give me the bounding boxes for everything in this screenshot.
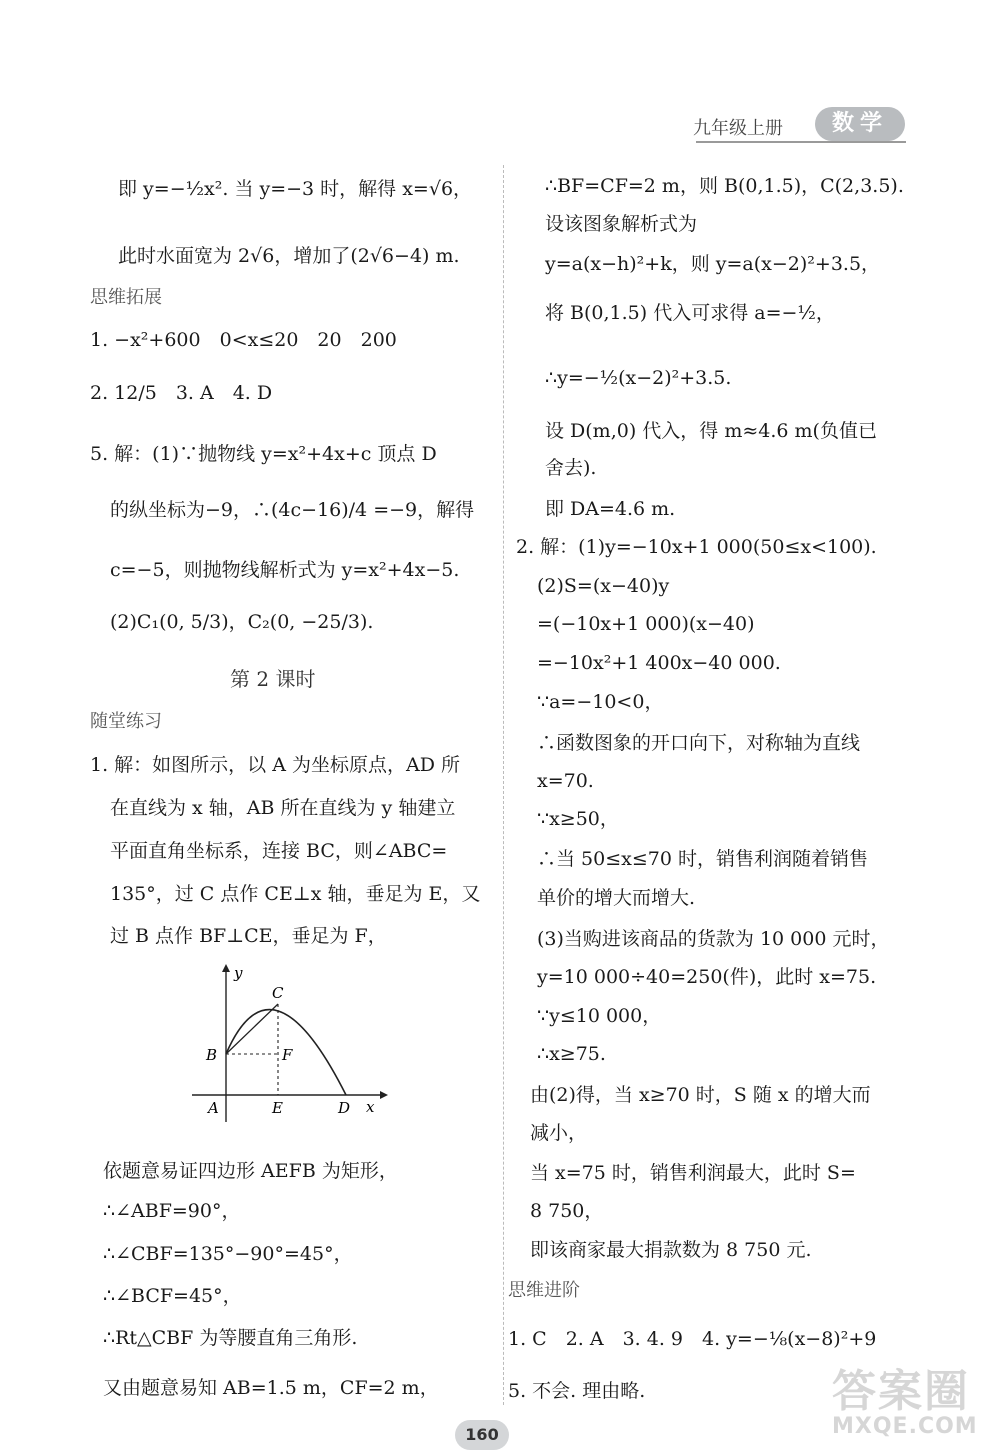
label-a: A: [208, 1099, 219, 1117]
right-line-10: (2)S=(x−40)y: [537, 575, 670, 597]
label-c: C: [272, 984, 284, 1002]
watermark: [832, 1368, 978, 1438]
right-line-8: 即 DA=4.6 m.: [545, 498, 676, 520]
right-line-12: =−10x²+1 400x−40 000.: [537, 652, 781, 674]
right-line-6: 设 D(m,0) 代入，得 m≈4.6 m(负值已: [545, 420, 877, 442]
label-y-axis: y: [234, 964, 243, 982]
header-rule: [696, 141, 906, 143]
right-line-7: 舍去).: [545, 457, 597, 479]
label-d: D: [338, 1099, 351, 1117]
right-line-21: ∵y≤10 000，: [537, 1005, 662, 1027]
right-line-9: 2. 解：(1)y=−10x+1 000(50≤x<100).: [516, 536, 877, 558]
watermark-url: MXQE.COM: [832, 1414, 978, 1439]
right-line-27: 即该商家最大捐款数为 8 750 元.: [530, 1239, 812, 1261]
section-heading-siwei-tuozhan: 思维拓展: [90, 287, 162, 308]
label-f: F: [282, 1046, 293, 1064]
label-b: B: [206, 1046, 218, 1064]
right-line-19: (3)当购进该商品的货款为 10 000 元时，: [537, 928, 890, 950]
right-line-25: 当 x=75 时，销售利润最大，此时 S=: [530, 1162, 856, 1184]
header-subject-badge: 数学: [815, 107, 905, 141]
left-line-13: 过 B 点作 BF⊥CE，垂足为 F，: [110, 925, 387, 947]
page-number: 160: [455, 1420, 509, 1450]
right-line-18: 单价的增大而增大.: [537, 887, 696, 909]
left-line-4: 2. 12/5 3. A 4. D: [90, 382, 273, 404]
right-line-11: =(−10x+1 000)(x−40): [537, 613, 755, 635]
right-line-16: ∵x≥50，: [537, 808, 619, 830]
right-line-28: 1. C 2. A 3. 4. 9 4. y=−⅛(x−8)²+9: [508, 1328, 877, 1350]
label-e: E: [272, 1099, 283, 1117]
right-line-15: x=70.: [537, 770, 594, 792]
left-line-12: 135°，过 C 点作 CE⊥x 轴，垂足为 E，又: [110, 883, 481, 905]
right-line-29: 5. 不会. 理由略.: [508, 1380, 646, 1402]
right-line-20: y=10 000÷40=250(件)，此时 x=75.: [537, 966, 877, 988]
right-line-5: ∴y=−½(x−2)²+3.5.: [545, 367, 732, 389]
left-line-2: 此时水面宽为 2√6，增加了(2√6−4) m.: [118, 245, 460, 267]
parabola-figure: [180, 960, 400, 1130]
column-divider: [503, 165, 504, 1405]
right-line-13: ∵a=−10<0，: [537, 691, 664, 713]
right-line-1: ∴BF=CF=2 m，则 B(0,1.5)，C(2,3.5).: [545, 175, 904, 197]
right-line-23: 由(2)得，当 x≥70 时，S 随 x 的增大而: [530, 1084, 871, 1106]
right-line-24: 减小，: [530, 1122, 588, 1144]
left-line-17: ∴∠BCF=45°，: [103, 1285, 242, 1307]
watermark-logo-text: 答案圈: [832, 1366, 970, 1417]
left-line-5: 5. 解：(1)∵抛物线 y=x²+4x+c 顶点 D: [90, 443, 437, 465]
y-axis-arrow: [222, 964, 230, 972]
right-line-2: 设该图象解析式为: [545, 213, 698, 235]
right-line-3: y=a(x−h)²+k，则 y=a(x−2)²+3.5，: [545, 253, 881, 275]
right-line-26: 8 750，: [530, 1200, 604, 1222]
header-grade: 九年级上册: [693, 118, 783, 139]
left-line-18: ∴Rt△CBF 为等腰直角三角形.: [103, 1327, 358, 1349]
section-heading-suitang-lianxi: 随堂练习: [90, 711, 162, 732]
left-line-7: c=−5，则抛物线解析式为 y=x²+4x−5.: [110, 559, 460, 581]
right-line-22: ∴x≥75.: [537, 1043, 606, 1065]
section-heading-siwei-jinjie: 思维进阶: [508, 1280, 580, 1301]
right-line-4: 将 B(0,1.5) 代入可求得 a=−½，: [545, 302, 835, 324]
left-line-6: 的纵坐标为−9，∴(4c−16)/4 =−9，解得: [110, 499, 475, 521]
left-line-9: 1. 解：如图所示，以 A 为坐标原点，AD 所: [90, 754, 460, 776]
segment-bc: [226, 1004, 278, 1054]
left-line-3: 1. −x²+600 0<x≤20 20 200: [90, 329, 397, 351]
left-line-8: (2)C₁(0, 5/3)，C₂(0, −25/3).: [110, 611, 374, 633]
right-line-14: ∴函数图象的开口向下，对称轴为直线: [537, 732, 861, 754]
x-axis-arrow: [380, 1091, 388, 1099]
label-x-axis: x: [366, 1098, 375, 1116]
left-line-15: ∴∠ABF=90°，: [103, 1200, 241, 1222]
right-line-17: ∴当 50≤x≤70 时，销售利润随着销售: [537, 848, 868, 870]
left-line-11: 平面直角坐标系，连接 BC，则∠ABC=: [110, 840, 448, 862]
left-line-16: ∴∠CBF=135°−90°=45°，: [103, 1243, 353, 1265]
left-line-10: 在直线为 x 轴，AB 所在直线为 y 轴建立: [110, 797, 456, 819]
left-line-1: 即 y=−½x². 当 y=−3 时，解得 x=√6，: [118, 178, 473, 200]
lesson-title: 第 2 课时: [230, 667, 316, 691]
left-line-14: 依题意易证四边形 AEFB 为矩形，: [103, 1160, 398, 1182]
left-line-19: 又由题意易知 AB=1.5 m，CF=2 m，: [103, 1377, 439, 1399]
